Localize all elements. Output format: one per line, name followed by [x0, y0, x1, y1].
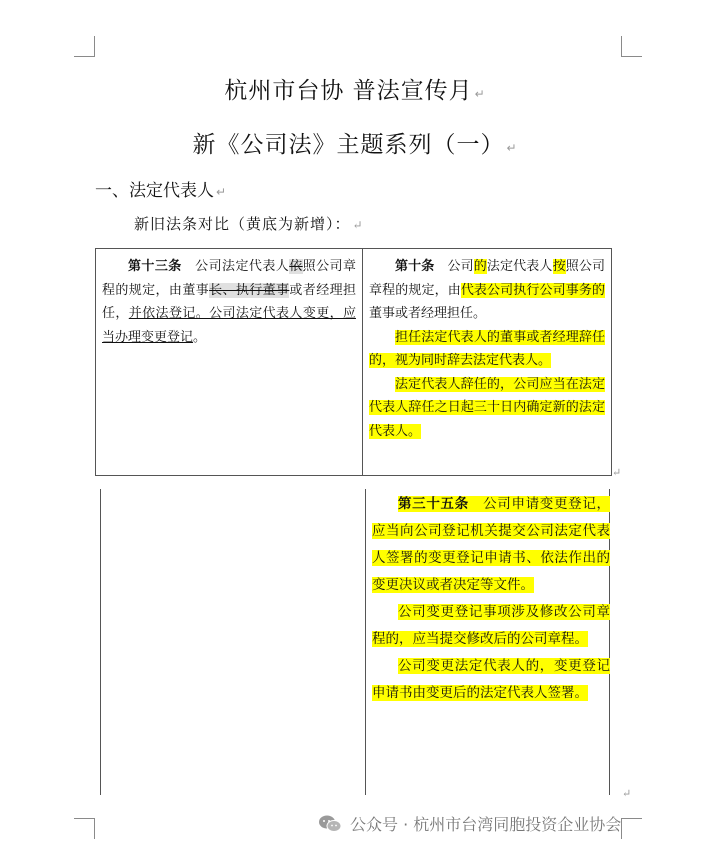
crop-mark-top-left — [74, 36, 95, 57]
comparison-intro: 新旧法条对比（黄底为新增）： ↵ — [134, 215, 364, 233]
highlighted-text: 按 — [552, 259, 566, 274]
document-subtitle: 新《公司法》主题系列（一） ↵ — [192, 132, 518, 158]
old-law-cell: 第十三条 公司法定代表人依照公司章程的规定，由董事长、执行董事或者经理担任，并依法登记。公司法定代表人变更，应当办理变更登记。 — [96, 249, 363, 475]
crop-mark-bottom-right — [621, 818, 642, 839]
highlighted-paragraph: 担任法定代表人的董事或者经理辞任的，视为同时辞去法定代表人。 — [369, 329, 605, 368]
highlighted-paragraph: 公司变更登记事项涉及修改公司章程的，应当提交修改后的公司章程。 — [372, 604, 610, 647]
old-article-number: 第十三条 — [128, 259, 182, 274]
highlighted-paragraph: 法定代表人辞任的，公司应当在法定代表人辞任之日起三十日内确定新的法定代表人。 — [369, 376, 605, 439]
watermark: 公众号 · 杭州市台湾同胞投资企业协会 — [318, 812, 621, 835]
article-35-number: 第三十五条 — [398, 496, 469, 512]
paragraph-mark-icon: ↵ — [612, 466, 622, 479]
document-title: 杭州市台协 普法宣传月 ↵ — [224, 78, 486, 104]
section-heading: 一、法定代表人 ↵ — [95, 181, 227, 201]
deleted-text: 依 — [289, 259, 303, 274]
paragraph-mark-icon: ↵ — [506, 141, 518, 155]
new-law-cell: 第十条 公司的法定代表人按照公司章程的规定，由代表公司执行公司事务的董事或者经理担任。 担任法定代表人的董事或者经理辞任的，视为同时辞去法定代表人。 法定代表人辞任的，公司应当在法定代表人辞任之日起三十日内确定新的法定代表人。 — [369, 259, 605, 439]
paragraph-mark-icon: ↵ — [622, 787, 632, 800]
comparison-table-1 — [95, 248, 612, 476]
highlighted-text: 的 — [473, 259, 487, 274]
crop-mark-top-right — [621, 36, 642, 57]
underlined-text: 并依法登记。公司法定代表人变更，应当办理变更登记 — [102, 306, 356, 345]
deleted-text: 长、执行董事 — [209, 282, 290, 298]
new-article-35-cell: 第三十五条 公司申请变更登记，应当向公司登记机关提交公司法定代表人签署的变更登记申请书、依法作出的变更决议或者决定等文件。 公司变更登记事项涉及修改公司章程的，应当提交修改后的公司章程。 公司变更法定代表人的，变更登记申请书由变更后的法定代表人签署。 — [372, 496, 611, 701]
paragraph-mark-icon: ↵ — [216, 185, 227, 199]
paragraph-mark-icon: ↵ — [474, 87, 486, 101]
highlighted-text: 代表公司执行公司事务的 — [460, 282, 605, 298]
crop-mark-bottom-left — [74, 818, 95, 839]
comparison-table-2 — [100, 489, 610, 795]
new-article-number: 第十条 — [395, 259, 435, 274]
wechat-icon — [318, 814, 342, 834]
paragraph-mark-icon: ↵ — [352, 218, 364, 232]
highlighted-paragraph: 公司变更法定代表人的，变更登记申请书由变更后的法定代表人签署。 — [372, 658, 610, 701]
